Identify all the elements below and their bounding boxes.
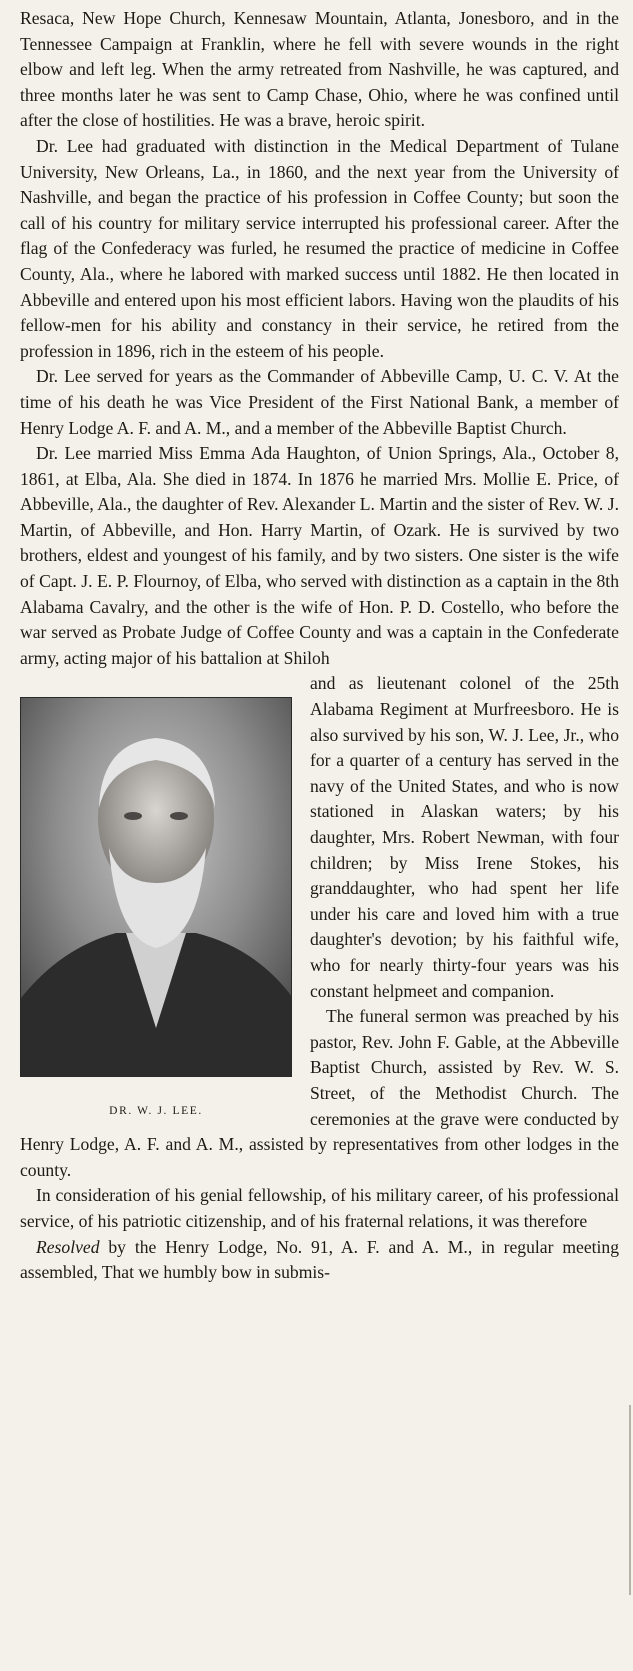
paragraph-offices: Dr. Lee served for years as the Commander of Abbeville Camp, U. C. V. At the time of his death he was Vice President of the First National Bank, a member of Henry Lodge A. F. and A. M., and a member of the Abbeville Baptist Church. (20, 366, 619, 438)
paragraph-funeral: The funeral sermon was preached by his pastor, Rev. John F. Gable, at the Abbeville Baptist Church, assisted by Rev. W. S. Street, of the Methodist Church. The ceremonies at the grave were conducted by Henry Lodge, A. F. and A. M., assisted by representatives from other lodges in the county. (20, 1006, 619, 1180)
paragraph-resolution (20, 1235, 619, 1286)
portrait-caption: DR. W. J. LEE. (109, 1105, 203, 1118)
margin-rule (629, 1405, 631, 1595)
portrait-photo (20, 697, 292, 1077)
paragraph-family: Dr. Lee married Miss Emma Ada Haughton, of Union Springs, Ala., October 8, 1861, at Elba, Ala. She died in 1874. In 1876 he married Mrs. Mollie E. Price, of Abbeville, Ala., the daughter of Rev. Alexander L. Martin and the sister of Rev. W. J. Martin, of Abbeville, and Hon. Harry Martin, of Ozark. He is survived by two brothers, eldest and youngest of his family, and by two sisters. One sister is the wife of Capt. J. E. P. Flournoy, of Elba, who served with distinction as a captain in the 8th Alabama Cavalry, and the other is the wife of Hon. P. D. Costello, who before the war served as Probate Judge of Coffee County and was a captain in the Confederate army, acting major of his battalion at Shiloh (20, 443, 619, 668)
paragraph-survivors: and as lieutenant colonel of the 25th Alabama Regiment at Murfreesboro. He is also survived by his son, W. J. Lee, Jr., who for a quarter of a century has served in the navy of the United States, and who is now stationed in Alaskan waters; by his daughter, Mrs. Robert Newman, with four children; by Miss Irene Stokes, his granddaughter, who had spent her life under his care and loved him with a true daughter's devotion; by his faithful wife, who for nearly thirty-four years was his constant helpmeet and companion. (310, 673, 619, 1001)
paragraph-consideration: In consideration of his genial fellowship, of his military career, of his professional service, of his patriotic citizenship, and of his fraternal relations, it was therefore (20, 1185, 619, 1231)
resolved-word: Resolved (36, 1236, 100, 1257)
portrait-image (21, 698, 292, 1077)
paragraph-military-service: Resaca, New Hope Church, Kennesaw Mountain, Atlanta, Jonesboro, and in the Tennessee Campaign at Franklin, where he fell with severe wounds in the right elbow and left leg. When the army retreated from Nashville, he was captured, and three months later he was sent to Camp Chase, Ohio, where he was confined until after the close of hostilities. He was a brave, heroic spirit. (20, 8, 619, 131)
paragraph-medical-career: Dr. Lee had graduated with distinction in the Medical Department of Tulane University, New Orleans, La., in 1860, and the next year from the University of Nashville, and began the practice of his profession in Coffee County; but soon the call of his country for military service interrupted his professional career. After the flag of the Confederacy was furled, he resumed the practice of medicine in Coffee County, Ala., where he labored with marked success until 1882. He then located in Abbeville and entered upon his most efficient labors. Having won the plaudits of his fellow-men for his ability and constancy in their service, he retired from the profession in 1896, rich in the esteem of his people. (20, 135, 619, 361)
portrait-figure (20, 697, 292, 1125)
resolution-text: by the Henry Lodge, No. 91, A. F. and A. M., in regular meeting assembled, That we humbly bow in submis- (20, 1236, 619, 1283)
article-body (20, 6, 619, 1286)
